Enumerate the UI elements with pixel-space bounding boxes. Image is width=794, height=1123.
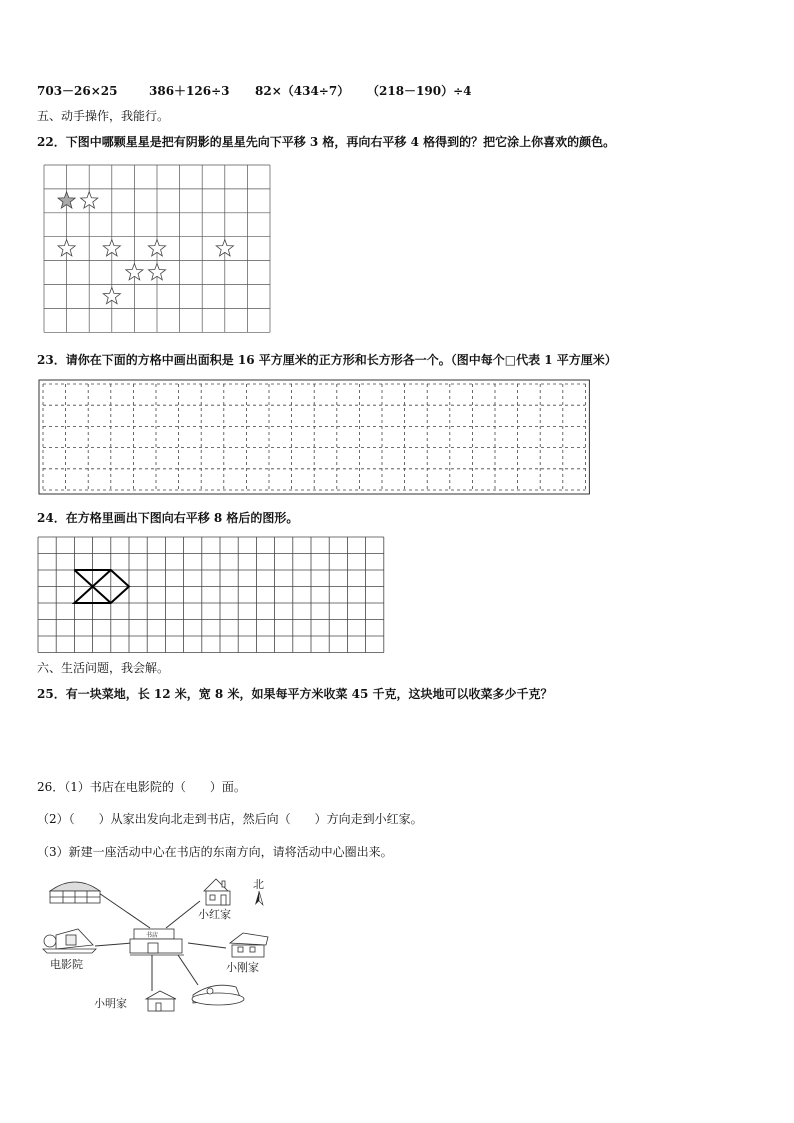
star-grid (44, 165, 274, 337)
north-arrow-icon (255, 891, 259, 905)
section-6-heading: 六、生活问题，我会解。 (37, 661, 170, 675)
question-25: 25．有一块菜地，长 12 米，宽 8 米，如果每平方米收菜 45 千克，这块地可以收菜多少千克？ (37, 687, 553, 701)
question-26-part-2: （2）（ ）从家出发向北走到书店，然后向（ ）方向走到小红家。 (37, 812, 423, 826)
label-xiaohong: 小红家 (198, 908, 231, 921)
question-26-part-1: 26．（1）书店在电影院的（ ）面。 (37, 780, 246, 794)
north-label: 北 (253, 878, 264, 891)
label-xiaoming: 小明家 (94, 997, 127, 1010)
label-xiaogang: 小刚家 (226, 961, 259, 974)
question-22: 22．下图中哪颗星星是把有阴影的星星先向下平移 3 格，再向右平移 4 格得到的？把它涂上你喜欢的颜色。 (37, 135, 616, 149)
town-map (38, 873, 278, 1018)
section-5-heading: 五、动手操作，我能行。 (37, 109, 170, 123)
xiaohong-house (204, 879, 230, 905)
activity-center-building (192, 985, 244, 1005)
stadium-building (50, 882, 100, 903)
label-bookstore: 书店 (146, 932, 159, 939)
xiaogang-house (230, 933, 268, 957)
label-cinema: 电影院 (50, 958, 83, 971)
calc-item-4: （218－190）÷4 (367, 84, 472, 98)
calc-row (37, 83, 472, 99)
question-26-part-3: （3）新建一座活动中心在书店的东南方向，请将活动中心圈出来。 (37, 845, 393, 859)
area-grid[interactable] (39, 380, 583, 496)
question-23: 23．请你在下面的方格中画出面积是 16 平方厘米的正方形和长方形各一个。（图中每个□代表 1 平方厘米） (37, 353, 617, 367)
question-24: 24．在方格里画出下图向右平移 8 格后的图形。 (37, 511, 299, 525)
cinema-building (43, 929, 96, 953)
xiaoming-house (146, 991, 176, 1011)
calc-item-3: 82×（434÷7） (255, 84, 350, 98)
calc-item-1: 703－26×25 (37, 84, 118, 98)
calc-item-2: 386＋126÷3 (149, 84, 230, 98)
translation-grid[interactable] (38, 537, 388, 654)
